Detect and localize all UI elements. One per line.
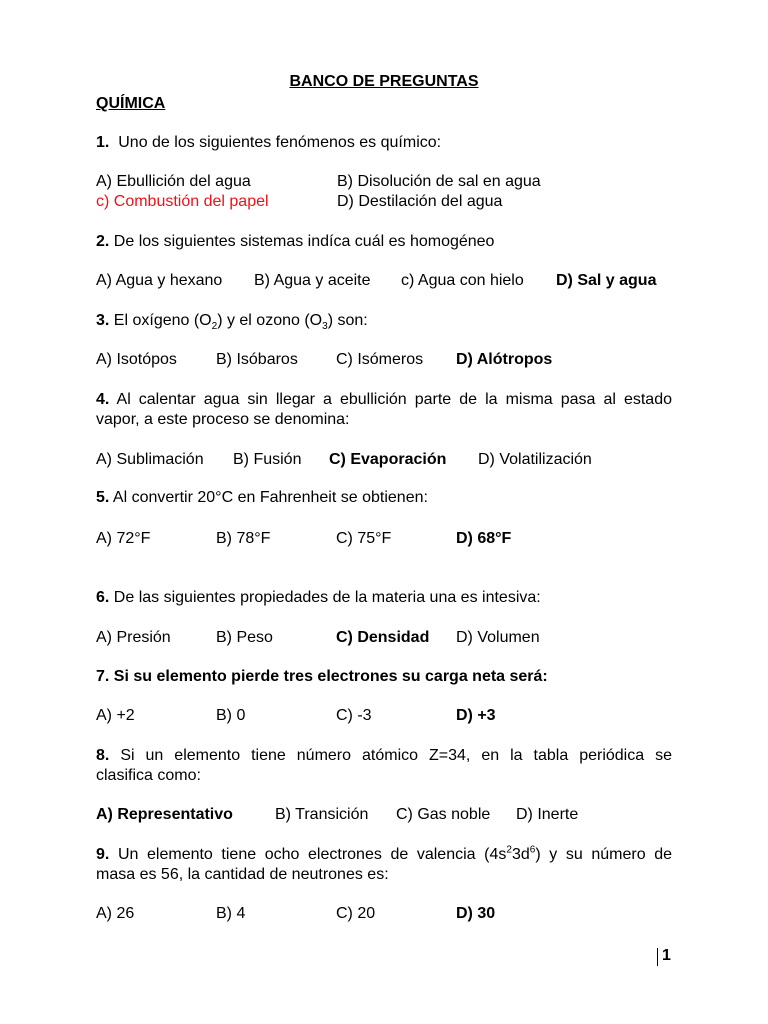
question-text-line2: masa es 56, la cantidad de neutrones es: <box>96 866 389 883</box>
option-c: c) Agua con hielo <box>401 272 524 289</box>
question-number: 4. <box>96 391 110 408</box>
question-text-line1: Si un elemento tiene número atómico Z=34, en la tabla periódica se <box>120 747 673 764</box>
question-9 <box>96 845 672 865</box>
page-number-divider <box>657 948 658 966</box>
question-number: 3. <box>96 312 110 329</box>
question-8 <box>96 746 672 766</box>
option-d: D) Destilación del agua <box>337 193 503 210</box>
option-d: D) Inerte <box>516 806 579 823</box>
question-number: 2. <box>96 233 110 250</box>
question-6 <box>96 588 541 608</box>
option-b: B) Isóbaros <box>216 351 298 368</box>
question-number: 5. <box>96 489 110 506</box>
option-a: A) 26 <box>96 905 135 922</box>
option-d-answer: D) 30 <box>456 905 496 922</box>
subject-heading: QUÍMICA <box>96 95 166 112</box>
question-2 <box>96 232 494 252</box>
option-b: B) Fusión <box>233 451 302 468</box>
question-text: De las siguientes propiedades de la materia una es intesiva: <box>113 589 541 606</box>
option-c: C) Isómeros <box>336 351 424 368</box>
option-a: A) +2 <box>96 707 135 724</box>
option-c-answer: c) Combustión del papel <box>96 193 269 210</box>
question-number: 8. <box>96 747 110 764</box>
option-d: D) Volumen <box>456 629 540 646</box>
question-text-line2: vapor, a este proceso se denomina: <box>96 411 350 428</box>
option-c: C) 75°F <box>336 530 392 547</box>
option-b: B) Disolución de sal en agua <box>337 173 541 190</box>
question-text: Si su elemento pierde tres electrones su carga neta será: <box>113 668 548 685</box>
question-3 <box>96 311 368 331</box>
option-b: B) Transición <box>275 806 369 823</box>
question-text-line1: Al calentar agua sin llegar a ebullición parte de la misma pasa al estado <box>116 391 673 408</box>
option-a: A) Presión <box>96 629 171 646</box>
option-b: B) Peso <box>216 629 273 646</box>
option-d-answer: D) Alótropos <box>456 351 553 368</box>
option-c: C) -3 <box>336 707 372 724</box>
option-d-answer: D) 68°F <box>456 530 512 547</box>
option-b: B) 0 <box>216 707 246 724</box>
option-a: A) Isotópos <box>96 351 177 368</box>
option-a: A) 72°F <box>96 530 151 547</box>
question-4 <box>96 390 672 410</box>
page-title: BANCO DE PREGUNTAS <box>289 73 479 90</box>
question-1 <box>96 133 441 153</box>
option-d-answer: D) +3 <box>456 707 496 724</box>
question-number: 9. <box>96 846 110 863</box>
option-b: B) Agua y aceite <box>254 272 371 289</box>
question-text: Al convertir 20°C en Fahrenheit se obtienen: <box>112 489 428 506</box>
question-text: De los siguientes sistemas indíca cuál es homogéneo <box>113 233 495 250</box>
option-a: A) Sublimación <box>96 451 204 468</box>
question-text-line2: clasifica como: <box>96 767 201 784</box>
question-5 <box>96 488 428 508</box>
option-c-answer: C) Densidad <box>336 629 430 646</box>
page-number: 1 <box>662 947 671 964</box>
option-d: D) Volatilización <box>478 451 592 468</box>
question-text-line1: Un elemento tiene ocho electrones de valencia $(4s^23d^6)$ y su número de <box>117 844 672 863</box>
option-c-answer: C) Evaporación <box>329 451 447 468</box>
option-c: C) 20 <box>336 905 376 922</box>
question-7 <box>96 667 548 687</box>
option-b: B) 4 <box>216 905 246 922</box>
option-b: B) 78°F <box>216 530 271 547</box>
option-c: C) Gas noble <box>396 806 491 823</box>
question-text: El oxígeno $(O_2)$ y el ozono $(O_3)$ son: <box>113 312 368 333</box>
question-number: 7. <box>96 668 110 685</box>
option-a: A) Ebullición del agua <box>96 173 251 190</box>
question-number: 1. <box>96 134 110 151</box>
option-a-answer: A) Representativo <box>96 806 233 823</box>
question-number: 6. <box>96 589 110 606</box>
document-page <box>96 0 672 1024</box>
option-d-answer: D) Sal y agua <box>556 272 657 289</box>
option-a: A) Agua y hexano <box>96 272 223 289</box>
question-text: Uno de los siguientes fenómenos es químico: <box>118 134 442 151</box>
